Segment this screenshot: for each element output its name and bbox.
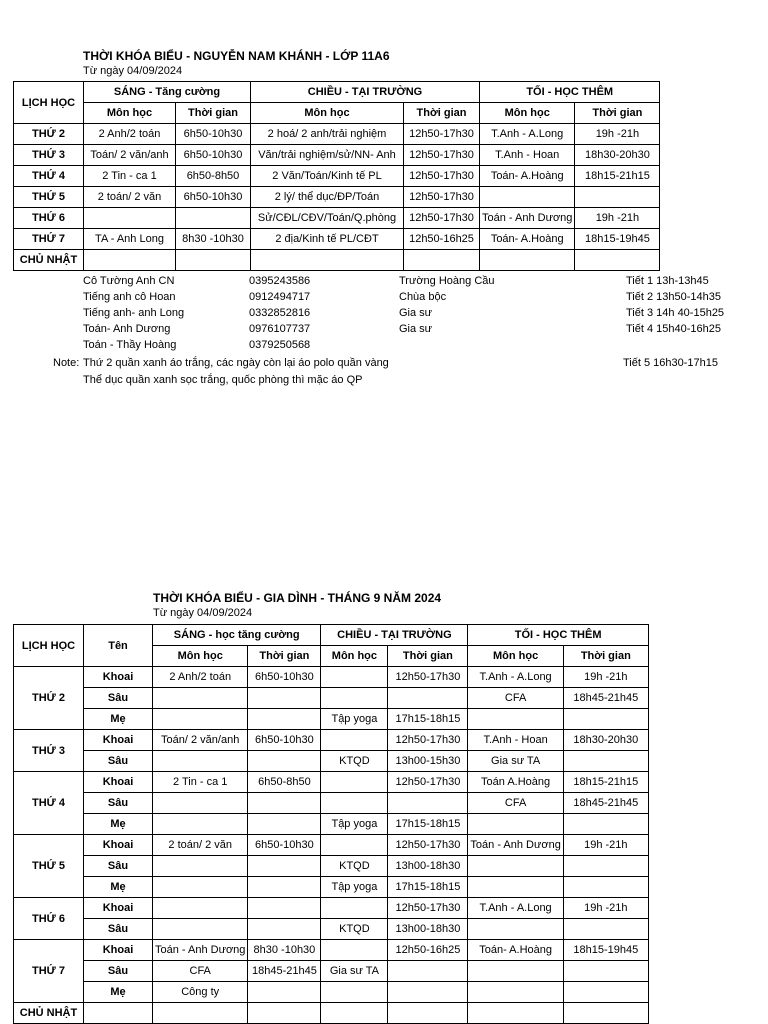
cell-sang-thoi-gian: 8h30 -10h30	[248, 940, 321, 961]
cell-name: Khoai	[84, 835, 153, 856]
timetable-2	[13, 624, 649, 1024]
cell-name: Sâu	[84, 856, 153, 877]
cell-sang-thoi-gian: 6h50-8h50	[176, 166, 251, 187]
cell-sang-thoi-gian	[248, 1003, 321, 1024]
cell-sang-mon-hoc	[153, 709, 248, 730]
cell-sang-mon-hoc	[153, 919, 248, 940]
cell-chieu-thoi-gian: 12h50-17h30	[388, 772, 468, 793]
timetable-2-date: Từ ngày 04/09/2024	[153, 607, 253, 619]
cell-chieu-thoi-gian: 12h50-17h30	[388, 835, 468, 856]
table-row	[14, 730, 649, 751]
contact-place: Gia sư	[399, 307, 433, 319]
header-lich-hoc: LỊCH HỌC	[14, 82, 84, 124]
cell-sang-thoi-gian: 6h50-10h30	[248, 835, 321, 856]
cell-sang-mon-hoc	[153, 877, 248, 898]
cell-toi-thoi-gian	[563, 751, 648, 772]
cell-name: Mẹ	[84, 814, 153, 835]
cell-toi-thoi-gian: 18h45-21h45	[563, 688, 648, 709]
table-row	[14, 814, 649, 835]
cell-chieu-mon-hoc: KTQD	[321, 919, 388, 940]
cell-chieu-mon-hoc	[321, 835, 388, 856]
cell-sang-thoi-gian: 6h50-10h30	[248, 730, 321, 751]
cell-name: Sâu	[84, 751, 153, 772]
cell-chieu-mon-hoc: Sử/CĐL/CĐV/Toán/Q.phòng	[251, 208, 404, 229]
cell-name	[84, 1003, 153, 1024]
cell-sang-thoi-gian	[248, 877, 321, 898]
cell-chieu-mon-hoc: 2 Văn/Toán/Kinh tế PL	[251, 166, 404, 187]
cell-sang-mon-hoc: CFA	[153, 961, 248, 982]
table-row	[14, 982, 649, 1003]
cell-sang-thoi-gian	[248, 814, 321, 835]
cell-toi-thoi-gian: 19h -21h	[563, 667, 648, 688]
cell-toi-thoi-gian: 18h15-21h15	[563, 772, 648, 793]
cell-chieu-mon-hoc	[321, 1003, 388, 1024]
cell-toi-mon-hoc	[468, 709, 563, 730]
cell-sang-thoi-gian: 6h50-8h50	[248, 772, 321, 793]
cell-day: THỨ 7	[14, 229, 84, 250]
cell-chieu-thoi-gian: 13h00-15h30	[388, 751, 468, 772]
cell-toi-thoi-gian: 19h -21h	[575, 124, 660, 145]
cell-chieu-thoi-gian: 12h50-17h30	[388, 730, 468, 751]
cell-toi-mon-hoc	[480, 250, 575, 271]
header-lich-hoc: LỊCH HỌC	[14, 625, 84, 667]
cell-day: THỨ 6	[14, 208, 84, 229]
cell-sang-mon-hoc: Toán/ 2 văn/anh	[84, 145, 176, 166]
cell-name: Khoai	[84, 772, 153, 793]
header-thoi-gian: Thời gian	[388, 646, 468, 667]
cell-sang-thoi-gian: 6h50-10h30	[176, 145, 251, 166]
header-thoi-gian: Thời gian	[176, 103, 251, 124]
cell-name: Khoai	[84, 730, 153, 751]
contact-period: Tiết 3 14h 40-15h25	[626, 307, 725, 319]
contact-place: Trường Hoàng Cầu	[399, 275, 495, 287]
cell-sang-mon-hoc: 2 Anh/2 toán	[84, 124, 176, 145]
cell-day: CHỦ NHẬT	[14, 1003, 84, 1024]
cell-chieu-mon-hoc: Tập yoga	[321, 814, 388, 835]
cell-chieu-thoi-gian: 12h50-16h25	[404, 229, 480, 250]
contact-period: Tiết 4 15h40-16h25	[626, 323, 721, 335]
cell-chieu-mon-hoc	[321, 730, 388, 751]
cell-name: Sâu	[84, 793, 153, 814]
cell-day: THỨ 4	[14, 772, 84, 835]
cell-chieu-thoi-gian: 17h15-18h15	[388, 709, 468, 730]
cell-toi-thoi-gian: 19h -21h	[563, 835, 648, 856]
cell-chieu-thoi-gian: 12h50-17h30	[388, 667, 468, 688]
note-line-2: Thể dục quần xanh sọc trắng, quốc phòng thì mặc áo QP	[83, 374, 363, 386]
header-mon-hoc: Môn học	[84, 103, 176, 124]
cell-name: Khoai	[84, 940, 153, 961]
header-thoi-gian: Thời gian	[248, 646, 321, 667]
header-mon-hoc: Môn học	[153, 646, 248, 667]
cell-chieu-thoi-gian: 13h00-18h30	[388, 919, 468, 940]
table-row	[14, 751, 649, 772]
cell-toi-thoi-gian	[563, 814, 648, 835]
cell-sang-mon-hoc	[84, 250, 176, 271]
header-mon-hoc: Môn học	[480, 103, 575, 124]
cell-sang-mon-hoc: 2 toán/ 2 văn	[153, 835, 248, 856]
cell-sang-mon-hoc	[153, 1003, 248, 1024]
contact-phone: 0379250568	[249, 339, 311, 351]
contact-phone: 0395243586	[249, 275, 311, 287]
cell-toi-thoi-gian: 19h -21h	[563, 898, 648, 919]
period-5: Tiết 5 16h30-17h15	[623, 357, 718, 369]
table-row	[14, 793, 649, 814]
cell-toi-mon-hoc	[468, 919, 563, 940]
cell-toi-mon-hoc: T.Anh - A.Long	[468, 898, 563, 919]
cell-sang-mon-hoc	[153, 898, 248, 919]
cell-chieu-thoi-gian: 12h50-17h30	[404, 166, 480, 187]
cell-chieu-thoi-gian: 17h15-18h15	[388, 877, 468, 898]
cell-toi-mon-hoc	[468, 814, 563, 835]
cell-sang-mon-hoc	[153, 856, 248, 877]
cell-toi-mon-hoc	[480, 187, 575, 208]
cell-sang-thoi-gian	[176, 208, 251, 229]
contact-place: Gia sư	[399, 323, 433, 335]
cell-sang-thoi-gian: 6h50-10h30	[176, 124, 251, 145]
cell-sang-mon-hoc	[153, 814, 248, 835]
cell-toi-mon-hoc: Toán- A.Hoàng	[480, 229, 575, 250]
cell-day: THỨ 6	[14, 898, 84, 940]
cell-chieu-mon-hoc: KTQD	[321, 856, 388, 877]
cell-toi-thoi-gian	[563, 856, 648, 877]
cell-toi-thoi-gian	[575, 187, 660, 208]
cell-sang-mon-hoc: 2 Tin - ca 1	[153, 772, 248, 793]
header-toi: TỐI - HỌC THÊM	[468, 625, 648, 646]
table-row	[14, 208, 660, 229]
cell-sang-mon-hoc	[153, 751, 248, 772]
header-sang: SÁNG - học tăng cường	[153, 625, 321, 646]
contact-name: Toán - Thầy Hoàng	[83, 339, 177, 351]
cell-toi-thoi-gian	[563, 982, 648, 1003]
cell-name: Khoai	[84, 667, 153, 688]
table-row	[14, 898, 649, 919]
note-line-1: Thứ 2 quần xanh áo trắng, các ngày còn lại áo polo quần vàng	[83, 357, 389, 369]
table-row	[14, 250, 660, 271]
contact-name: Toán- Anh Dương	[83, 323, 171, 335]
cell-toi-mon-hoc: CFA	[468, 688, 563, 709]
cell-chieu-mon-hoc: Văn/trải nghiệm/sử/NN- Anh	[251, 145, 404, 166]
timetable-1	[13, 81, 660, 271]
cell-toi-thoi-gian: 18h45-21h45	[563, 793, 648, 814]
cell-day: THỨ 3	[14, 145, 84, 166]
cell-sang-mon-hoc: TA - Anh Long	[84, 229, 176, 250]
contact-phone: 0976107737	[249, 323, 311, 335]
timetable-2-title: THỜI KHÓA BIỂU - GIA DÌNH - THÁNG 9 NĂM 2024	[153, 591, 442, 605]
cell-sang-mon-hoc: 2 Tin - ca 1	[84, 166, 176, 187]
header-mon-hoc: Môn học	[321, 646, 388, 667]
table-row	[14, 187, 660, 208]
cell-chieu-thoi-gian	[388, 982, 468, 1003]
cell-sang-thoi-gian	[248, 709, 321, 730]
cell-sang-mon-hoc: Toán - Anh Dương	[153, 940, 248, 961]
cell-chieu-thoi-gian: 12h50-17h30	[404, 187, 480, 208]
cell-toi-thoi-gian: 18h30-20h30	[563, 730, 648, 751]
cell-sang-mon-hoc	[153, 793, 248, 814]
cell-chieu-mon-hoc	[321, 793, 388, 814]
cell-name: Khoai	[84, 898, 153, 919]
table-row	[14, 229, 660, 250]
cell-toi-thoi-gian	[563, 709, 648, 730]
header-toi: TỐI - HỌC THÊM	[480, 82, 660, 103]
cell-toi-mon-hoc: Toán - Anh Dương	[468, 835, 563, 856]
cell-toi-mon-hoc: Gia sư TA	[468, 751, 563, 772]
cell-toi-thoi-gian	[563, 919, 648, 940]
cell-name: Sâu	[84, 961, 153, 982]
cell-toi-thoi-gian: 18h30-20h30	[575, 145, 660, 166]
cell-day: THỨ 5	[14, 187, 84, 208]
table-row	[14, 688, 649, 709]
cell-toi-thoi-gian	[563, 877, 648, 898]
cell-day: THỨ 3	[14, 730, 84, 772]
cell-toi-thoi-gian	[563, 1003, 648, 1024]
header-chieu: CHIỀU - TẠI TRƯỜNG	[251, 82, 480, 103]
cell-toi-mon-hoc: Toán - Anh Dương	[480, 208, 575, 229]
cell-chieu-mon-hoc	[321, 898, 388, 919]
cell-sang-thoi-gian: 6h50-10h30	[248, 667, 321, 688]
cell-chieu-mon-hoc	[321, 688, 388, 709]
cell-sang-thoi-gian: 6h50-10h30	[176, 187, 251, 208]
header-sang: SÁNG - Tăng cường	[84, 82, 251, 103]
table-row	[14, 709, 649, 730]
cell-sang-thoi-gian	[248, 688, 321, 709]
contact-phone: 0332852816	[249, 307, 311, 319]
cell-chieu-thoi-gian	[388, 1003, 468, 1024]
cell-chieu-mon-hoc: KTQD	[321, 751, 388, 772]
cell-sang-thoi-gian: 8h30 -10h30	[176, 229, 251, 250]
table-row	[14, 1003, 649, 1024]
cell-chieu-thoi-gian	[404, 250, 480, 271]
cell-toi-mon-hoc: CFA	[468, 793, 563, 814]
cell-chieu-thoi-gian: 12h50-16h25	[388, 940, 468, 961]
cell-chieu-mon-hoc: 2 hoá/ 2 anh/trải nghiệm	[251, 124, 404, 145]
contact-place: Chùa bộc	[399, 291, 447, 303]
contact-period: Tiết 1 13h-13h45	[626, 275, 709, 287]
cell-day: THỨ 5	[14, 835, 84, 898]
cell-chieu-thoi-gian	[388, 793, 468, 814]
cell-day: THỨ 4	[14, 166, 84, 187]
cell-toi-thoi-gian: 19h -21h	[575, 208, 660, 229]
header-mon-hoc: Môn học	[468, 646, 563, 667]
table-row	[14, 919, 649, 940]
cell-chieu-mon-hoc	[321, 982, 388, 1003]
cell-toi-thoi-gian: 18h15-21h15	[575, 166, 660, 187]
cell-sang-thoi-gian: 18h45-21h45	[248, 961, 321, 982]
cell-sang-thoi-gian	[176, 250, 251, 271]
contact-period: Tiết 2 13h50-14h35	[626, 291, 721, 303]
table-row	[14, 166, 660, 187]
table-row	[14, 856, 649, 877]
cell-toi-mon-hoc	[468, 856, 563, 877]
contact-name: Tiếng anh cô Hoan	[83, 291, 176, 303]
contact-phone: 0912494717	[249, 291, 311, 303]
cell-toi-thoi-gian: 18h15-19h45	[563, 940, 648, 961]
cell-name: Mẹ	[84, 709, 153, 730]
cell-chieu-mon-hoc: Gia sư TA	[321, 961, 388, 982]
cell-toi-mon-hoc	[468, 1003, 563, 1024]
cell-sang-mon-hoc: Công ty	[153, 982, 248, 1003]
cell-sang-mon-hoc: 2 Anh/2 toán	[153, 667, 248, 688]
cell-chieu-mon-hoc: Tập yoga	[321, 877, 388, 898]
cell-name: Sâu	[84, 688, 153, 709]
cell-sang-thoi-gian	[248, 982, 321, 1003]
table-row	[14, 667, 649, 688]
cell-name: Sâu	[84, 919, 153, 940]
cell-sang-thoi-gian	[248, 751, 321, 772]
cell-sang-thoi-gian	[248, 793, 321, 814]
cell-chieu-thoi-gian: 12h50-17h30	[388, 898, 468, 919]
table-row	[14, 124, 660, 145]
cell-sang-mon-hoc	[84, 208, 176, 229]
cell-toi-thoi-gian: 18h15-19h45	[575, 229, 660, 250]
table-row	[14, 145, 660, 166]
cell-toi-mon-hoc	[468, 877, 563, 898]
cell-toi-mon-hoc	[468, 982, 563, 1003]
cell-chieu-mon-hoc: 2 địa/Kinh tế PL/CĐT	[251, 229, 404, 250]
header-thoi-gian: Thời gian	[563, 646, 648, 667]
cell-chieu-mon-hoc	[321, 667, 388, 688]
cell-toi-mon-hoc: T.Anh - A.Long	[468, 667, 563, 688]
cell-day: CHỦ NHẬT	[14, 250, 84, 271]
cell-chieu-mon-hoc	[251, 250, 404, 271]
table-row	[14, 961, 649, 982]
cell-chieu-mon-hoc: Tập yoga	[321, 709, 388, 730]
table-row	[14, 835, 649, 856]
contact-name: Tiếng anh- anh Long	[83, 307, 185, 319]
contact-name: Cô Tường Anh CN	[83, 275, 175, 287]
cell-chieu-mon-hoc	[321, 772, 388, 793]
cell-toi-mon-hoc: Toán- A.Hoàng	[468, 940, 563, 961]
cell-toi-mon-hoc: T.Anh - A.Long	[480, 124, 575, 145]
cell-name: Mẹ	[84, 982, 153, 1003]
cell-day: THỨ 2	[14, 667, 84, 730]
cell-chieu-thoi-gian: 17h15-18h15	[388, 814, 468, 835]
cell-sang-mon-hoc	[153, 688, 248, 709]
cell-sang-thoi-gian	[248, 898, 321, 919]
cell-sang-thoi-gian	[248, 919, 321, 940]
cell-chieu-thoi-gian	[388, 688, 468, 709]
cell-toi-mon-hoc: Toán- A.Hoàng	[480, 166, 575, 187]
cell-chieu-thoi-gian: 12h50-17h30	[404, 208, 480, 229]
table-row	[14, 877, 649, 898]
cell-chieu-thoi-gian: 13h00-18h30	[388, 856, 468, 877]
cell-sang-thoi-gian	[248, 856, 321, 877]
header-chieu: CHIỀU - TẠI TRƯỜNG	[321, 625, 468, 646]
cell-name: Mẹ	[84, 877, 153, 898]
cell-toi-mon-hoc: T.Anh - Hoan	[480, 145, 575, 166]
cell-day: THỨ 7	[14, 940, 84, 1003]
table-row	[14, 940, 649, 961]
cell-toi-thoi-gian	[575, 250, 660, 271]
cell-day: THỨ 2	[14, 124, 84, 145]
cell-chieu-thoi-gian	[388, 961, 468, 982]
cell-chieu-mon-hoc: 2 lý/ thể dục/ĐP/Toán	[251, 187, 404, 208]
cell-chieu-thoi-gian: 12h50-17h30	[404, 124, 480, 145]
cell-toi-mon-hoc: Toán A.Hoàng	[468, 772, 563, 793]
table-row	[14, 772, 649, 793]
cell-toi-mon-hoc	[468, 961, 563, 982]
note-label: Note:	[53, 357, 80, 369]
cell-sang-mon-hoc: Toán/ 2 văn/anh	[153, 730, 248, 751]
cell-chieu-mon-hoc	[321, 940, 388, 961]
header-thoi-gian: Thời gian	[404, 103, 480, 124]
timetable-1-title: THỜI KHÓA BIỂU - NGUYỄN NAM KHÁNH - LỚP 11A6	[83, 49, 390, 63]
cell-toi-mon-hoc: T.Anh - Hoan	[468, 730, 563, 751]
timetable-1-date: Từ ngày 04/09/2024	[83, 65, 183, 77]
header-ten: Tên	[84, 625, 153, 667]
cell-toi-thoi-gian	[563, 961, 648, 982]
cell-sang-mon-hoc: 2 toán/ 2 văn	[84, 187, 176, 208]
header-thoi-gian: Thời gian	[575, 103, 660, 124]
cell-chieu-thoi-gian: 12h50-17h30	[404, 145, 480, 166]
header-mon-hoc: Môn học	[251, 103, 404, 124]
